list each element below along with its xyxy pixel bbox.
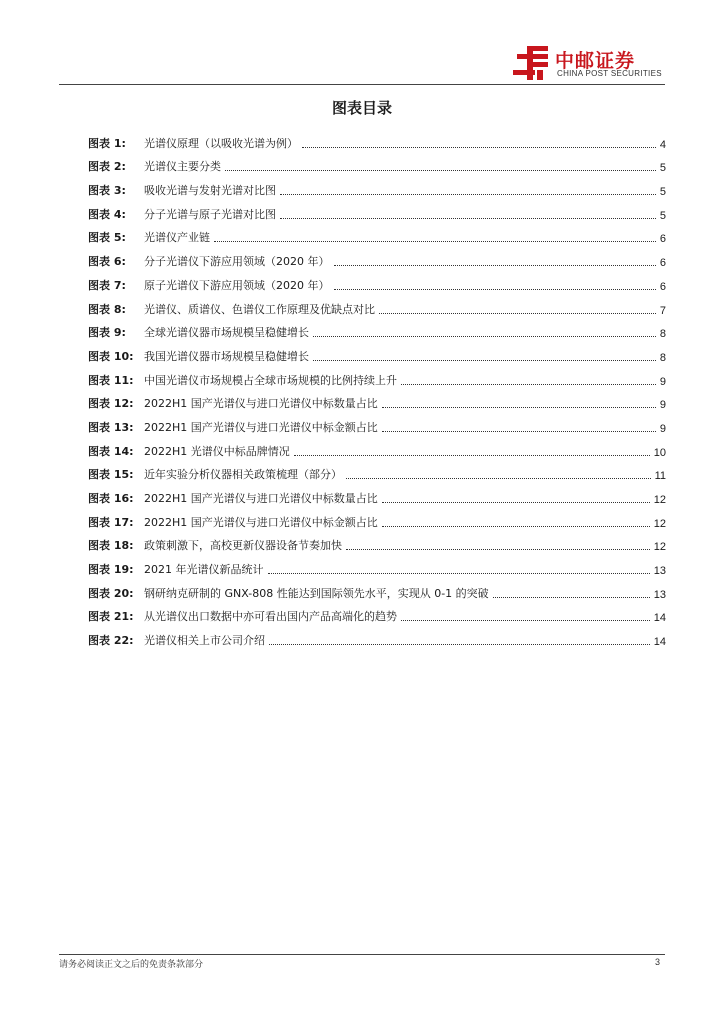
toc-entry[interactable] <box>88 151 666 175</box>
toc-entry[interactable] <box>88 127 666 151</box>
toc-entry-label: 图表 11: <box>88 373 134 387</box>
toc-entry-text: 从光谱仪出口数据中亦可看出国内产品高端化的趋势 <box>144 610 397 624</box>
toc-entry-text: 政策刺激下，高校更新仪器设备节奏加快 <box>144 539 342 553</box>
toc-entry[interactable] <box>88 364 666 388</box>
toc-entry[interactable] <box>88 601 666 625</box>
toc-entry-text: 2022H1 国产光谱仪与进口光谱仪中标数量占比 <box>144 492 378 505</box>
toc-dot-leader <box>214 241 656 242</box>
toc-entry-page: 7 <box>659 304 666 317</box>
toc-entry-label: 图表 12: <box>88 397 134 411</box>
toc-entry[interactable] <box>88 530 666 554</box>
toc-entry-text: 2022H1 国产光谱仪与进口光谱仪中标数量占比 <box>144 397 378 411</box>
toc-dot-leader <box>280 194 656 195</box>
toc-entry-page: 9 <box>659 422 666 435</box>
toc-entry[interactable] <box>88 435 666 459</box>
toc-entry-label: 图表 18: <box>88 539 134 553</box>
toc-entry-text: 分子光谱与原子光谱对比图 <box>144 207 276 221</box>
toc-entry-page: 11 <box>654 470 666 483</box>
toc-entry-label: 图表 1: <box>88 136 126 150</box>
toc-title: 图表目录 <box>331 99 392 117</box>
toc-entry-page: 5 <box>659 209 666 222</box>
toc-dot-leader <box>346 478 651 479</box>
toc-entry-label: 图表 19: <box>88 563 134 577</box>
toc-entry-label: 图表 16: <box>88 492 134 505</box>
toc-dot-leader <box>382 431 656 432</box>
toc-entry[interactable] <box>88 388 666 412</box>
toc-dot-leader <box>302 147 656 148</box>
toc-dot-leader <box>225 170 656 171</box>
toc-entry-page: 12 <box>653 517 666 530</box>
toc-dot-leader <box>382 407 656 408</box>
toc-entry-label: 图表 6: <box>88 255 126 269</box>
toc-entry-text: 2021 年光谱仪新品统计 <box>144 563 264 577</box>
toc-entry-page: 4 <box>659 138 666 151</box>
brand-name-en: CHINA POST SECURITIES <box>557 69 662 78</box>
toc-entry-label: 图表 17: <box>88 515 134 529</box>
toc-entry-text: 2022H1 国产光谱仪与进口光谱仪中标金额占比 <box>144 420 378 434</box>
toc-entry[interactable] <box>88 269 666 293</box>
toc-entry[interactable] <box>88 577 666 601</box>
toc-entry-page: 6 <box>659 257 666 270</box>
toc-entry-text: 2022H1 光谱仪中标品牌情况 <box>144 444 290 458</box>
toc-entry-page: 12 <box>653 541 666 554</box>
toc-entry[interactable] <box>88 245 666 269</box>
toc-dot-leader <box>313 336 656 337</box>
toc-dot-leader <box>294 455 650 456</box>
toc-entry-text: 我国光谱仪器市场规模呈稳健增长 <box>144 349 309 363</box>
toc-entry-page: 9 <box>659 399 666 412</box>
toc-entry[interactable] <box>88 340 666 364</box>
toc-entry-text: 光谱仪相关上市公司介绍 <box>144 634 265 648</box>
toc-entry-text: 钢研纳克研制的 GNX-808 性能达到国际领先水平，实现从 0-1 的突破 <box>144 586 489 600</box>
toc-entry-label: 图表 21: <box>88 610 134 624</box>
toc-entry-text: 分子光谱仪下游应用领域（2020 年） <box>144 255 330 269</box>
toc-dot-leader <box>382 502 650 503</box>
toc-entry-label: 图表 7: <box>88 278 126 292</box>
toc-entry-text: 吸收光谱与发射光谱对比图 <box>144 184 276 198</box>
toc-entry-label: 图表 14: <box>88 444 134 458</box>
toc-entry[interactable] <box>88 624 666 648</box>
toc-entry-page: 9 <box>659 375 666 388</box>
toc-entry[interactable] <box>88 317 666 341</box>
toc-dot-leader <box>280 218 656 219</box>
toc-entry-label: 图表 4: <box>88 207 126 221</box>
toc-dot-leader <box>269 644 650 645</box>
toc-entry[interactable] <box>88 411 666 435</box>
toc-entry-page: 13 <box>653 588 666 601</box>
china-post-logo-icon <box>513 45 551 81</box>
toc-entry-label: 图表 10: <box>88 349 134 363</box>
toc-entry-label: 图表 9: <box>88 326 126 340</box>
toc-entry[interactable] <box>88 459 666 483</box>
toc-entry-label: 图表 22: <box>88 634 134 648</box>
toc-dot-leader <box>379 313 656 314</box>
brand-name-cn: 中邮证券 <box>555 50 636 72</box>
toc-entry[interactable] <box>88 174 666 198</box>
toc-entry-page: 5 <box>659 186 666 199</box>
header-divider <box>59 84 665 85</box>
toc-entry-label: 图表 5: <box>88 231 126 245</box>
toc-dot-leader <box>334 289 656 290</box>
toc-entry[interactable] <box>88 222 666 246</box>
toc-dot-leader <box>401 620 650 621</box>
toc-entry-text: 光谱仪主要分类 <box>144 160 221 174</box>
toc-dot-leader <box>401 384 656 385</box>
toc-entry-label: 图表 20: <box>88 586 134 600</box>
toc-entry-label: 图表 15: <box>88 468 134 482</box>
toc-entry-page: 8 <box>659 328 666 341</box>
toc-entry[interactable] <box>88 553 666 577</box>
toc-entry[interactable] <box>88 293 666 317</box>
toc-dot-leader <box>313 360 656 361</box>
toc-entry[interactable] <box>88 198 666 222</box>
toc-entry-label: 图表 3: <box>88 184 126 198</box>
toc-entry-label: 图表 8: <box>88 302 126 316</box>
toc-entry-text: 2022H1 国产光谱仪与进口光谱仪中标金额占比 <box>144 515 378 529</box>
toc-entry-text: 光谱仪原理（以吸收光谱为例） <box>144 136 298 150</box>
toc-entry-text: 全球光谱仪器市场规模呈稳健增长 <box>144 326 309 340</box>
toc-entry-page: 14 <box>653 612 666 625</box>
toc-entry-text: 中国光谱仪市场规模占全球市场规模的比例持续上升 <box>144 373 397 387</box>
toc-dot-leader <box>346 549 650 550</box>
toc-entry-text: 光谱仪产业链 <box>144 231 210 245</box>
toc-dot-leader <box>382 526 650 527</box>
toc-entry-page: 10 <box>653 446 666 459</box>
toc-dot-leader <box>493 597 650 598</box>
toc-entry-text: 近年实验分析仪器相关政策梳理（部分） <box>144 468 342 482</box>
toc-entry-label: 图表 2: <box>88 160 126 174</box>
toc-entry-text: 光谱仪、质谱仪、色谱仪工作原理及优缺点对比 <box>144 302 375 316</box>
page-number: 3 <box>654 957 660 967</box>
toc-entry-page: 8 <box>659 351 666 364</box>
toc-dot-leader <box>268 573 650 574</box>
footer-divider <box>59 954 665 955</box>
toc-entry[interactable] <box>88 482 666 506</box>
toc-dot-leader <box>334 265 656 266</box>
toc-entry-text: 原子光谱仪下游应用领域（2020 年） <box>144 278 330 292</box>
toc-list <box>88 127 666 648</box>
toc-entry[interactable] <box>88 506 666 530</box>
toc-entry-page: 6 <box>659 280 666 293</box>
toc-entry-label: 图表 13: <box>88 420 134 434</box>
brand-logo <box>513 45 673 83</box>
toc-entry-page: 6 <box>659 233 666 246</box>
footer-disclaimer: 请务必阅读正文之后的免责条款部分 <box>59 960 204 970</box>
toc-entry-page: 13 <box>653 565 666 578</box>
toc-entry-page: 5 <box>659 162 666 175</box>
toc-entry-page: 12 <box>653 494 666 506</box>
toc-entry-page: 14 <box>653 636 666 649</box>
